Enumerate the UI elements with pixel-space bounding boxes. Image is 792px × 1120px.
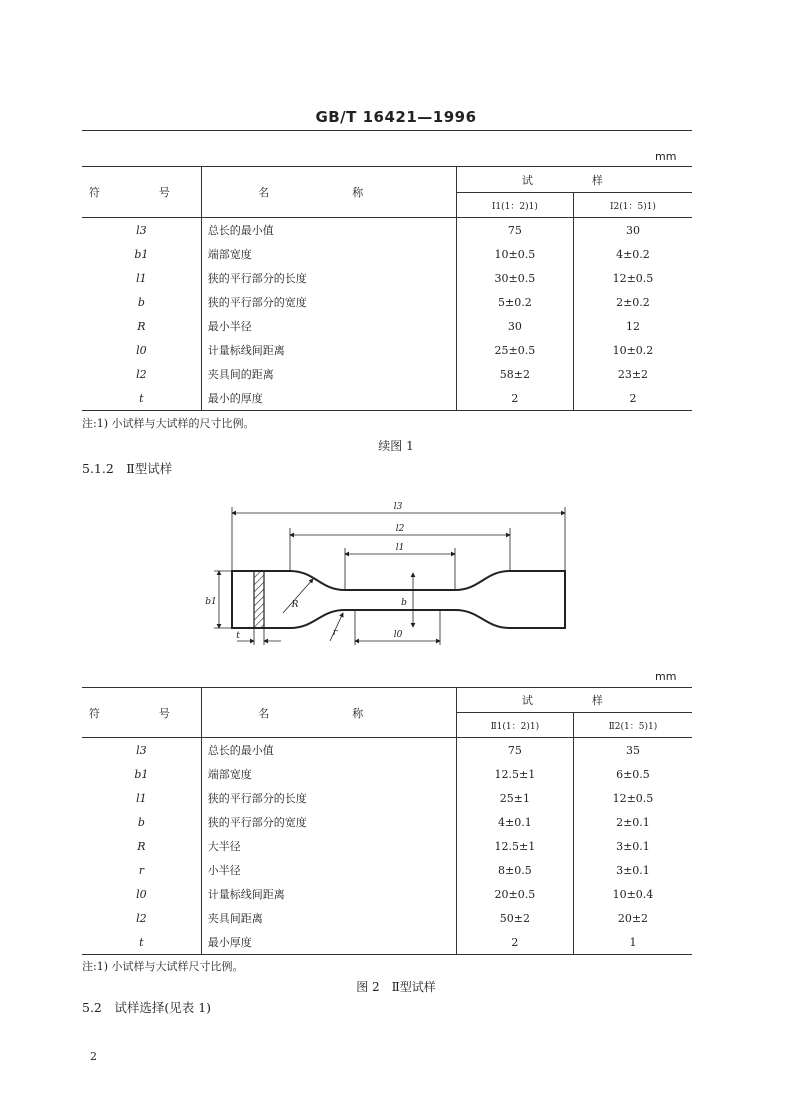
table1-row: [82, 386, 692, 411]
table1-cell-name: 夹具间的距离: [201, 362, 456, 386]
table1-cell-value-1: 25±0.5: [456, 338, 573, 362]
table2-cell-symbol: t: [82, 930, 201, 955]
table2-cell-value-2: 20±2: [617, 911, 649, 925]
table2-cell-symbol: b: [82, 810, 201, 834]
table1-cell-name: 最小的厚度: [201, 386, 456, 411]
table2-cell-value-1: 75: [456, 738, 573, 763]
table2-cell-symbol: b1: [82, 762, 201, 786]
table2-cell-value-2: 35: [625, 743, 640, 757]
table1-cell-name: 最小半径: [201, 314, 456, 338]
table1-cell-value-2: 4±0.2: [616, 247, 650, 261]
table1-header-specimen: 试 样: [456, 167, 692, 193]
table2-row: [82, 858, 692, 882]
table1-cell-symbol: b1: [82, 242, 201, 266]
table2-row: [82, 786, 692, 810]
table1-row: [82, 338, 692, 362]
section-5-1-2: 5.1.2 Ⅱ型试样: [82, 461, 173, 476]
table2-cell-name: 夹具间距离: [201, 906, 456, 930]
table1-cell-value-2: 23±2: [617, 367, 649, 381]
table1-cell-symbol: t: [82, 386, 201, 411]
table1-cell-value-1: 30: [456, 314, 573, 338]
table1-cell-name: 总长的最小值: [201, 218, 456, 243]
table2-row: [82, 762, 692, 786]
table1: [82, 166, 692, 411]
table2-cell-value-1: 20±0.5: [456, 882, 573, 906]
table2-cell-value-2: 10±0.4: [612, 887, 654, 901]
table1-cell-value-1: 5±0.2: [456, 290, 573, 314]
table1-header-name: 名 称: [201, 167, 456, 218]
table2-cell-symbol: l2: [82, 906, 201, 930]
table2-caption: 图 2 Ⅱ型试样: [356, 980, 436, 994]
table2-row: [82, 834, 692, 858]
table1-cell-value-2: 12±0.5: [612, 271, 654, 285]
label-l2: l2: [395, 524, 405, 534]
table2-cell-symbol: R: [82, 834, 201, 858]
table1-cell-name: 狭的平行部分的长度: [201, 266, 456, 290]
table1-cell-value-1: 10±0.5: [456, 242, 573, 266]
table1-cell-value-2: 2±0.2: [616, 295, 650, 309]
table2-cell-value-2: 3±0.1: [616, 839, 650, 853]
table2-cell-symbol: l3: [82, 738, 201, 763]
table2-header-symbol: 符 号: [82, 688, 201, 738]
table2-cell-name: 大半径: [201, 834, 456, 858]
table1-cell-value-1: 58±2: [456, 362, 573, 386]
thickness-hatch: [254, 571, 264, 628]
page-number: 2: [90, 1050, 97, 1063]
table2-cell-value-2: 2±0.1: [616, 815, 650, 829]
table2-cell-name: 狭的平行部分的宽度: [201, 810, 456, 834]
table2-row: [82, 810, 692, 834]
table2-cell-value-1: 50±2: [456, 906, 573, 930]
table1-unit: mm: [655, 150, 677, 163]
table2-cell-value-2: 3±0.1: [616, 863, 650, 877]
table1-caption: 续图 1: [378, 439, 414, 453]
table2-cell-value-1: 2: [456, 930, 573, 955]
table1-cell-value-2: 10±0.2: [612, 343, 654, 357]
label-l3: l3: [393, 502, 403, 512]
specimen-outline: [232, 571, 565, 628]
table2-cell-name: 小半径: [201, 858, 456, 882]
label-l0: l0: [393, 630, 403, 640]
label-b1: b1: [205, 597, 217, 607]
table1-cell-symbol: l2: [82, 362, 201, 386]
table2-cell-name: 总长的最小值: [201, 738, 456, 763]
label-t: t: [236, 631, 240, 641]
table1-cell-symbol: l1: [82, 266, 201, 290]
table1-row: [82, 218, 692, 243]
table1-cell-value-1: 75: [456, 218, 573, 243]
table1-cell-value-2: 2: [573, 386, 692, 411]
table2-cell-value-1: 25±1: [456, 786, 573, 810]
table1-row: [82, 242, 692, 266]
header-rule: [82, 130, 692, 131]
table1-row: [82, 314, 692, 338]
table2-header-specimen: 试 样: [456, 688, 692, 713]
table1-cell-symbol: b: [82, 290, 201, 314]
table1-body: [82, 218, 692, 411]
table2-cell-symbol: l1: [82, 786, 201, 810]
table2-body: [82, 738, 692, 955]
table2-cell-name: 最小厚度: [201, 930, 456, 955]
table1-header-sub2: Ⅰ2(1：5)1): [573, 193, 692, 218]
table2-row: [82, 906, 692, 930]
table2-header-sub2: Ⅱ2(1：5)1): [573, 713, 692, 738]
table2-cell-value-1: 12.5±1: [456, 834, 573, 858]
table1-cell-value-1: 2: [456, 386, 573, 411]
table2-cell-value-2: 12±0.5: [612, 791, 654, 805]
table2-row: [82, 882, 692, 906]
table1-cell-symbol: l3: [82, 218, 201, 243]
table1-cell-symbol: R: [82, 314, 201, 338]
table1-header-symbol: 符 号: [82, 167, 201, 218]
table1-cell-name: 狭的平行部分的宽度: [201, 290, 456, 314]
table1-row: [82, 266, 692, 290]
table1-cell-value-1: 30±0.5: [456, 266, 573, 290]
type-ii-specimen-figure: [195, 495, 585, 655]
table2-cell-name: 计量标线间距离: [201, 882, 456, 906]
label-R: R: [291, 600, 299, 610]
section-5-2: 5.2 试样选择(见表 1): [82, 1000, 212, 1015]
table2-unit: mm: [655, 670, 677, 683]
table1-row: [82, 290, 692, 314]
table1-cell-value-2: 12: [625, 319, 640, 333]
table2-note: 注:1) 小试样与大试样尺寸比例。: [82, 960, 244, 973]
table2-header-sub1: Ⅱ1(1：2)1): [456, 713, 573, 738]
table1-cell-symbol: l0: [82, 338, 201, 362]
table2-cell-symbol: l0: [82, 882, 201, 906]
table1-note: 注:1) 小试样与大试样的尺寸比例。: [82, 417, 255, 430]
table1-header-sub1: Ⅰ1(1：2)1): [456, 193, 573, 218]
label-l1: l1: [395, 543, 405, 553]
table2-row: [82, 738, 692, 763]
table1-cell-value-2: 30: [625, 223, 640, 237]
table2-row: [82, 930, 692, 955]
table2-cell-value-1: 4±0.1: [456, 810, 573, 834]
table2-cell-value-2: 6±0.5: [616, 767, 650, 781]
table2-cell-value-1: 12.5±1: [456, 762, 573, 786]
label-r: r: [332, 628, 338, 638]
table1-row: [82, 362, 692, 386]
table2: [82, 687, 692, 955]
table2-cell-value-1: 8±0.5: [456, 858, 573, 882]
table2-cell-value-2: 1: [573, 930, 692, 955]
table2-cell-name: 狭的平行部分的长度: [201, 786, 456, 810]
table2-cell-name: 端部宽度: [201, 762, 456, 786]
table1-cell-name: 端部宽度: [201, 242, 456, 266]
table2-cell-symbol: r: [82, 858, 201, 882]
table2-header-name: 名 称: [201, 688, 456, 738]
table1-cell-name: 计量标线间距离: [201, 338, 456, 362]
label-b: b: [401, 598, 407, 608]
standard-header: GB/T 16421—1996: [315, 108, 477, 126]
